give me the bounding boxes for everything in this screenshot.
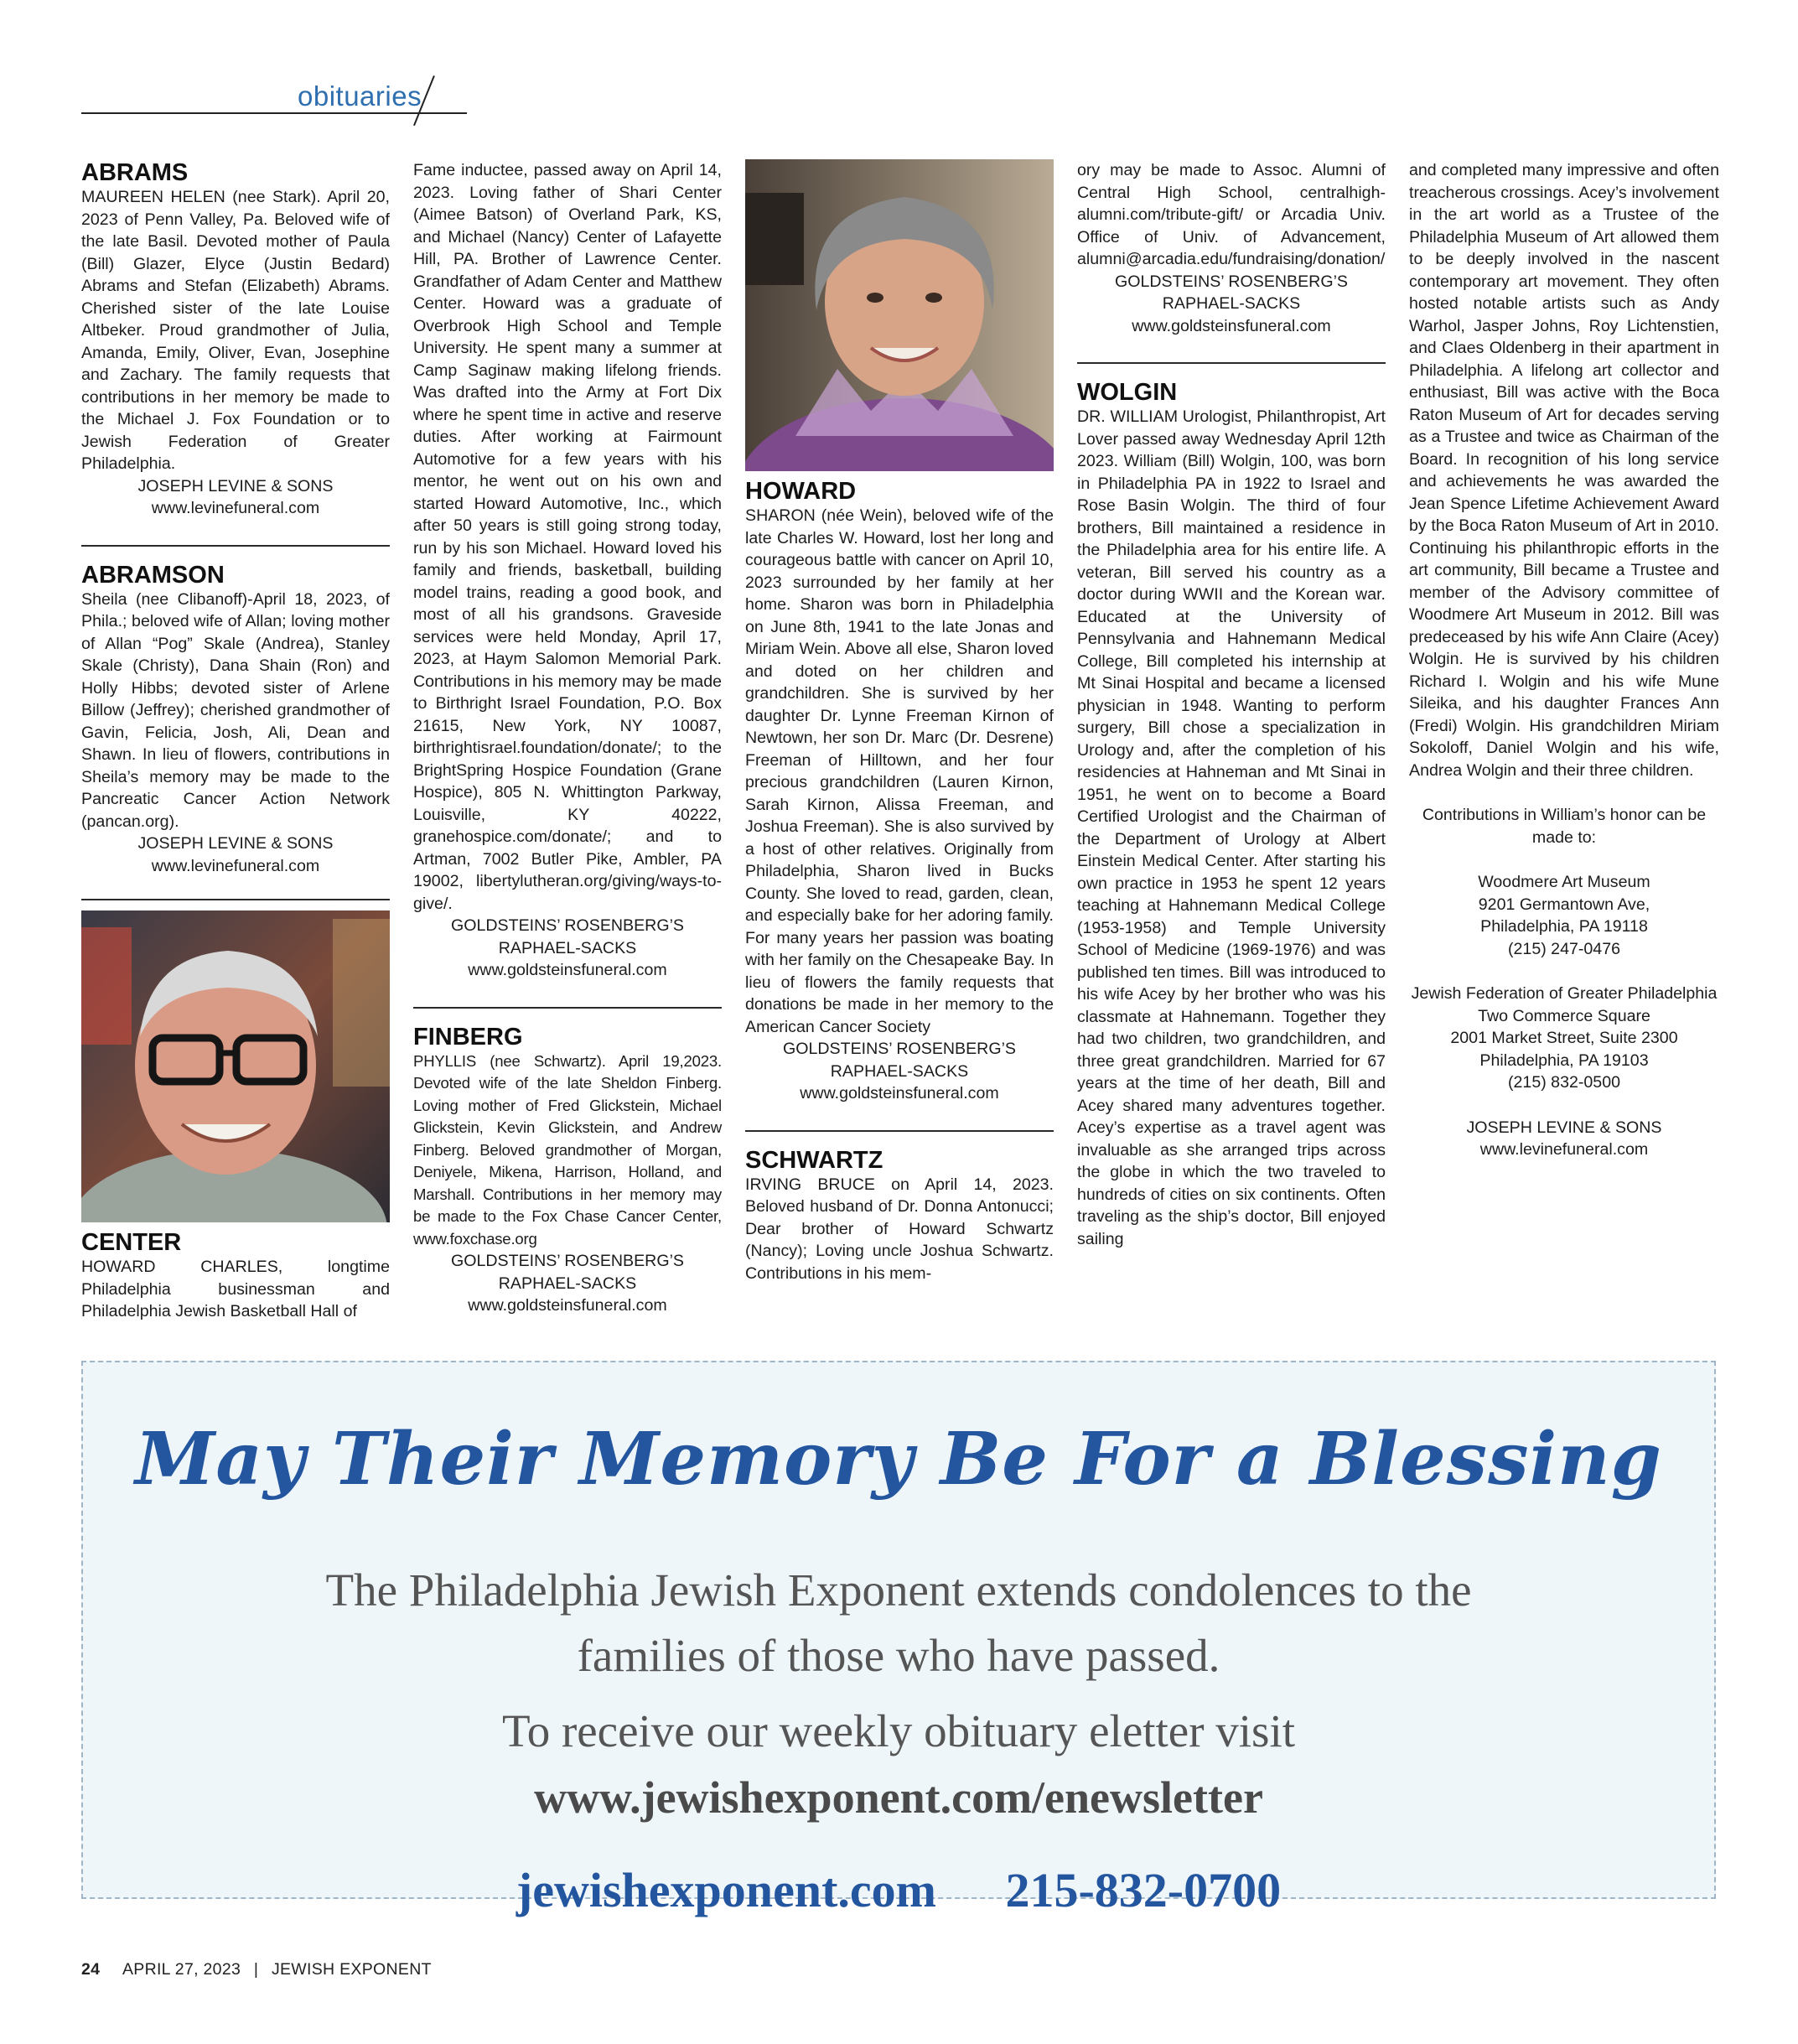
divider [745, 1130, 1054, 1132]
org-address-line: Philadelphia, PA 19103 [1479, 1051, 1649, 1070]
divider [81, 899, 390, 900]
funeral-home: JOSEPH LEVINE & SONS [137, 834, 334, 853]
funeral-home: GOLDSTEINS’ ROSENBERG’S [783, 1040, 1016, 1058]
obit-text-wolgin-part2: and completed many impressive and often treacherous crossings. Acey’s involvement in the art world as a Trustee of the Philadelphia Museum of Art allowed them to be deeply involved in the nascent contemporary art movement. They often hosted notable artists such as Andy Warhol, Jasper Johns, Roy Lichtenstien, and Claes Oldenberg in their apartment in Philadelphia. A lifelong art collector and enthusiast, Bill was active with the Boca Raton Museum of Art for decades serving as a Trustee and twice as Chairman of the Board. In recognition of his long service and achievements he was awarded the Jean Spence Lifetime Achievement Award by the Boca Raton Museum of Art in 2010. Continuing his philanthropic efforts in the art community, Bill became a Trustee and member of the Advisory committee of Woodmere Art Museum in 2012. Bill was predeceased by his wife Ann Claire (Acey) Wolgin. He is survived by his children Richard I. Wolgin and his wife Mune Sileika, and his daughter Frances Ann (Fredi) Wolgin. His grandchildren Miriam Sokoloff, Daniel Wolgin and his wife, Andrea Wolgin and their three children. [1409, 161, 1719, 780]
obit-name-abramson: ABRAMSON [81, 561, 225, 589]
obit-text-abrams: MAUREEN HELEN (nee Stark). April 20, 2023 of Penn Valley, Pa. Beloved wife of the late Basil. Devoted mother of Paula (Bill) Glazer, Elyce (Justin Bedard) Abrams and Stefan (Elizabeth) Abrams. Cherished sister of the late Louise Altbeker. Proud grandmother of Julia, Amanda, Emily, Oliver, Evan, Josephine and Zachary. The family requests that contributions in her memory be made to the Michael J. Fox Foundation or to Jewish Federation of Greater Philadelphia. [81, 188, 390, 473]
funeral-home: GOLDSTEINS’ ROSENBERG’S [451, 916, 684, 935]
section-rule [81, 112, 467, 114]
divider [413, 1007, 722, 1009]
column-3 [745, 159, 1054, 1284]
divider [1077, 362, 1386, 364]
obit-text-howard: SHARON (née Wein), beloved wife of the late Charles W. Howard, lost her long and courageous battle with cancer on April 10, 2023 surrounded by her family at her home. Sharon was born in Philadelphia on June 8th, 1941 to the late Jonas and Miriam Wein. Above all else, Sharon loved and doted on her children and grandchildren. She is survived by her daughter Dr. Lynne Freeman Kirnon of Newtown, her son Dr. Marc (Dr. Desrene) Freeman of Hilltown, and her four precious grandchildren (Lauren Kirnon, Sarah Kirnon, Alissa Freeman, and Joshua Freeman). She is also survived by a host of other relatives. Originally from Philadelphia, Sharon lived in Bucks County. She loved to read, garden, clean, and especially bake for her adoring family. For many years her passion was boating with her family on the Chesapeake Bay. In lieu of flowers the family requests that donations be made in her memory to the American Cancer Society [745, 506, 1054, 1036]
column-1 [81, 159, 390, 1323]
funeral-home-website[interactable]: www.levinefuneral.com [151, 856, 320, 875]
center-portrait-photo [81, 910, 390, 1222]
org-address-line: Philadelphia, PA 19118 [1480, 917, 1648, 936]
obit-name-schwartz: SCHWARTZ [745, 1146, 883, 1174]
funeral-home-website[interactable]: www.levinefuneral.com [151, 499, 320, 517]
obit-text-center-part2: Fame inductee, passed away on April 14, 2023. Loving father of Shari Center (Aimee Batson) of Overland Park, KS, and Michael (Nancy) Center of Lafayette Hill, PA. Brother of Lawrence Center. Grandfather of Adam Center and Matthew Center. Howard was a graduate of Overbrook High School and Temple University. He spent many a summer at Camp Saginaw making lifelong friends. Was drafted into the Army at Fort Dix where he spent time in active and reserve duties. After working at Fairmount Automotive for a few years with his mentor, he went out on his own and started Howard Automotive, Inc., which after 50 years is still going strong today, run by his son Michael. Howard loved his family and friends, basketball, building model trains, reading a good book, and most of all his grandsons. Graveside services were held Monday, April 17, 2023, at Haym Salomon Memorial Park. Contributions in his memory may be made to Birthright Israel Foundation, P.O. Box 21615, New York, NY 10087, birthrightisrael.foundation/donate/; to the BrightSpring Hospice Foundation (Grane Hospice), 805 N. Whittington Parkway, Louisville, KY 40222, granehospice.com/donate/; and to Artman, 7002 Butler Pike, Ambler, PA 19002, libertylutheran.org/giving/ways-to-give/. [413, 161, 722, 913]
site-link[interactable]: jewishexponent.com [516, 1863, 936, 1917]
funeral-home-website[interactable]: www.goldsteinsfuneral.com [800, 1084, 999, 1102]
funeral-home: GOLDSTEINS’ ROSENBERG’S [451, 1252, 684, 1270]
org-address-line: Woodmere Art Museum [1478, 873, 1650, 891]
issue-date: APRIL 27, 2023 [122, 1960, 241, 1979]
org-address-line: 9201 Germantown Ave, [1478, 895, 1650, 914]
funeral-home-website[interactable]: www.levinefuneral.com [1479, 1140, 1649, 1159]
funeral-home: RAPHAEL-SACKS [830, 1061, 969, 1081]
funeral-home-website[interactable]: www.goldsteinsfuneral.com [1132, 316, 1331, 335]
section-label: obituaries [298, 80, 422, 112]
column-4 [1077, 159, 1386, 1250]
org-address-line: (215) 247-0476 [1508, 939, 1620, 958]
obit-name-abrams: ABRAMS [81, 159, 189, 186]
funeral-home-website[interactable]: www.goldsteinsfuneral.com [468, 1296, 667, 1315]
obit-text-wolgin-part1: DR. WILLIAM Urologist, Philanthropist, Art Lover passed away Wednesday April 12th 2023. William (Bill) Wolgin, 100, was born in Philadelphia PA in 1922 to Israel and Rose Basin Wolgin. The third of four brothers, Bill maintained a residence in the Philadelphia area for his entire life. A veteran, Bill served his country as a doctor during WWII and the Korean war. Educated at the University of Pennsylvania and Hahnemann Medical College, Bill completed his internship at Mt Sinai Hospital and became a licensed physician in 1948. Wanting to perform surgery, Bill chose a specialization in Urology and, after the completion of his residencies at Hahneman and Mt Sinai in 1951, he went on to become a Board Certified Urologist and the Chairman of the Department of Urology at Albert Einstein Medical Center. After starting his own practice in 1953 he spent 12 years teaching at Hahnemann Medical College (1953-1958) and Temple University School of Medicine (1969-1976) and was published ten times. Bill was introduced to his wife Acey by her brother who was his classmate at Hahnemann. Together they had two children, two grandchildren, and three great grandchildren. Married for 67 years at the time of her death, Bill and Acey shared many adventures together. Acey’s expertise as a travel agent was invaluable as she arranged trips across the globe in which the two traveled to hundreds of cities on six continents. Often traveling as the ship’s doctor, Bill enjoyed sailing [1077, 407, 1386, 1248]
section-header [81, 74, 475, 124]
funeral-home: JOSEPH LEVINE & SONS [137, 476, 334, 495]
org-address-line: Jewish Federation of Greater Philadelphia [1411, 984, 1718, 1003]
banner-headline: May Their Memory Be For a Blessing [135, 1417, 1662, 1502]
funeral-home: RAPHAEL-SACKS [498, 938, 637, 957]
banner-text-line: families of those who have passed. [577, 1630, 1220, 1681]
obit-name-howard: HOWARD [745, 478, 857, 505]
divider [81, 545, 390, 547]
newsletter-link[interactable]: www.jewishexponent.com/enewsletter [534, 1772, 1263, 1823]
page-number: 24 [81, 1960, 101, 1979]
publication-name: JEWISH EXPONENT [271, 1960, 432, 1979]
banner-contact [83, 1862, 1714, 1918]
footer-separator: | [253, 1960, 259, 1979]
column-5 [1409, 159, 1719, 1161]
funeral-home: JOSEPH LEVINE & SONS [1466, 1118, 1662, 1137]
obit-name-wolgin: WOLGIN [1077, 379, 1178, 406]
page-footer [81, 1960, 432, 1979]
org-address-line: 2001 Market Street, Suite 2300 [1450, 1029, 1678, 1047]
phone-number[interactable]: 215-832-0700 [1005, 1863, 1282, 1917]
obit-text-abramson: Sheila (nee Clibanoff)-April 18, 2023, of Phila.; beloved wife of Allan; loving mother of Allan “Pog” Skale (Andrea), Stanley Skale (Christy), Dana Shain (Ron) and Holly Hibbs; devoted sister of Arlene Billow (Jeffrey); cherished grandmother of Gavin, Felicia, Josh, Ali, Dean and Shawn. In lieu of flowers, contributions in Sheila’s memory may be made to the Pancreatic Cancer Action Network (pancan.org). [81, 589, 390, 831]
howard-portrait-photo [745, 159, 1054, 471]
condolence-banner [81, 1361, 1716, 1917]
banner-text-line: To receive our weekly obituary eletter visit [501, 1705, 1296, 1756]
obit-text-schwartz-part1: IRVING BRUCE on April 14, 2023. Beloved husband of Dr. Donna Antonucci; Dear brother of Howard Schwartz (Nancy); Loving uncle Joshua Schwartz. Contributions in his mem- [745, 1175, 1054, 1283]
funeral-home: GOLDSTEINS’ ROSENBERG’S [1115, 272, 1348, 291]
contributions-intro: Contributions in William’s honor can be made to: [1422, 806, 1707, 847]
banner-text-line: The Philadelphia Jewish Exponent extends condolences to the [325, 1564, 1472, 1616]
org-address-line: (215) 832-0500 [1508, 1073, 1620, 1092]
obit-name-center: CENTER [81, 1229, 182, 1256]
obit-text-schwartz-part2: ory may be made to Assoc. Alumni of Central High School, centralhigh-alumni.com/tribute-gift/ or Arcadia Univ. Office of Univ. of Advancement, alumni@arcadia.edu/fundraising/donation/ [1077, 161, 1386, 268]
obit-text-finberg: PHYLLIS (nee Schwartz). April 19,2023. Devoted wife of the late Sheldon Finberg. Loving mother of Fred Glickstein, Michael Glickstein, Kevin Glickstein, and Andrew Finberg. Beloved grandmother of Morgan, Deniyele, Mikena, Harrison, Holland, and Marshall. Contributions in her memory may be made to the Fox Chase Cancer Center, www.foxchase.org [413, 1051, 722, 1248]
org-address-line: Two Commerce Square [1478, 1006, 1650, 1025]
obit-name-finberg: FINBERG [413, 1023, 523, 1051]
funeral-home: RAPHAEL-SACKS [1162, 294, 1301, 313]
funeral-home: RAPHAEL-SACKS [498, 1274, 637, 1293]
funeral-home-website[interactable]: www.goldsteinsfuneral.com [468, 961, 667, 979]
obit-text-center-part1: HOWARD CHARLES, longtime Philadelphia businessman and Philadelphia Jewish Basketball Hall of [81, 1258, 390, 1320]
column-2 [413, 159, 722, 1317]
